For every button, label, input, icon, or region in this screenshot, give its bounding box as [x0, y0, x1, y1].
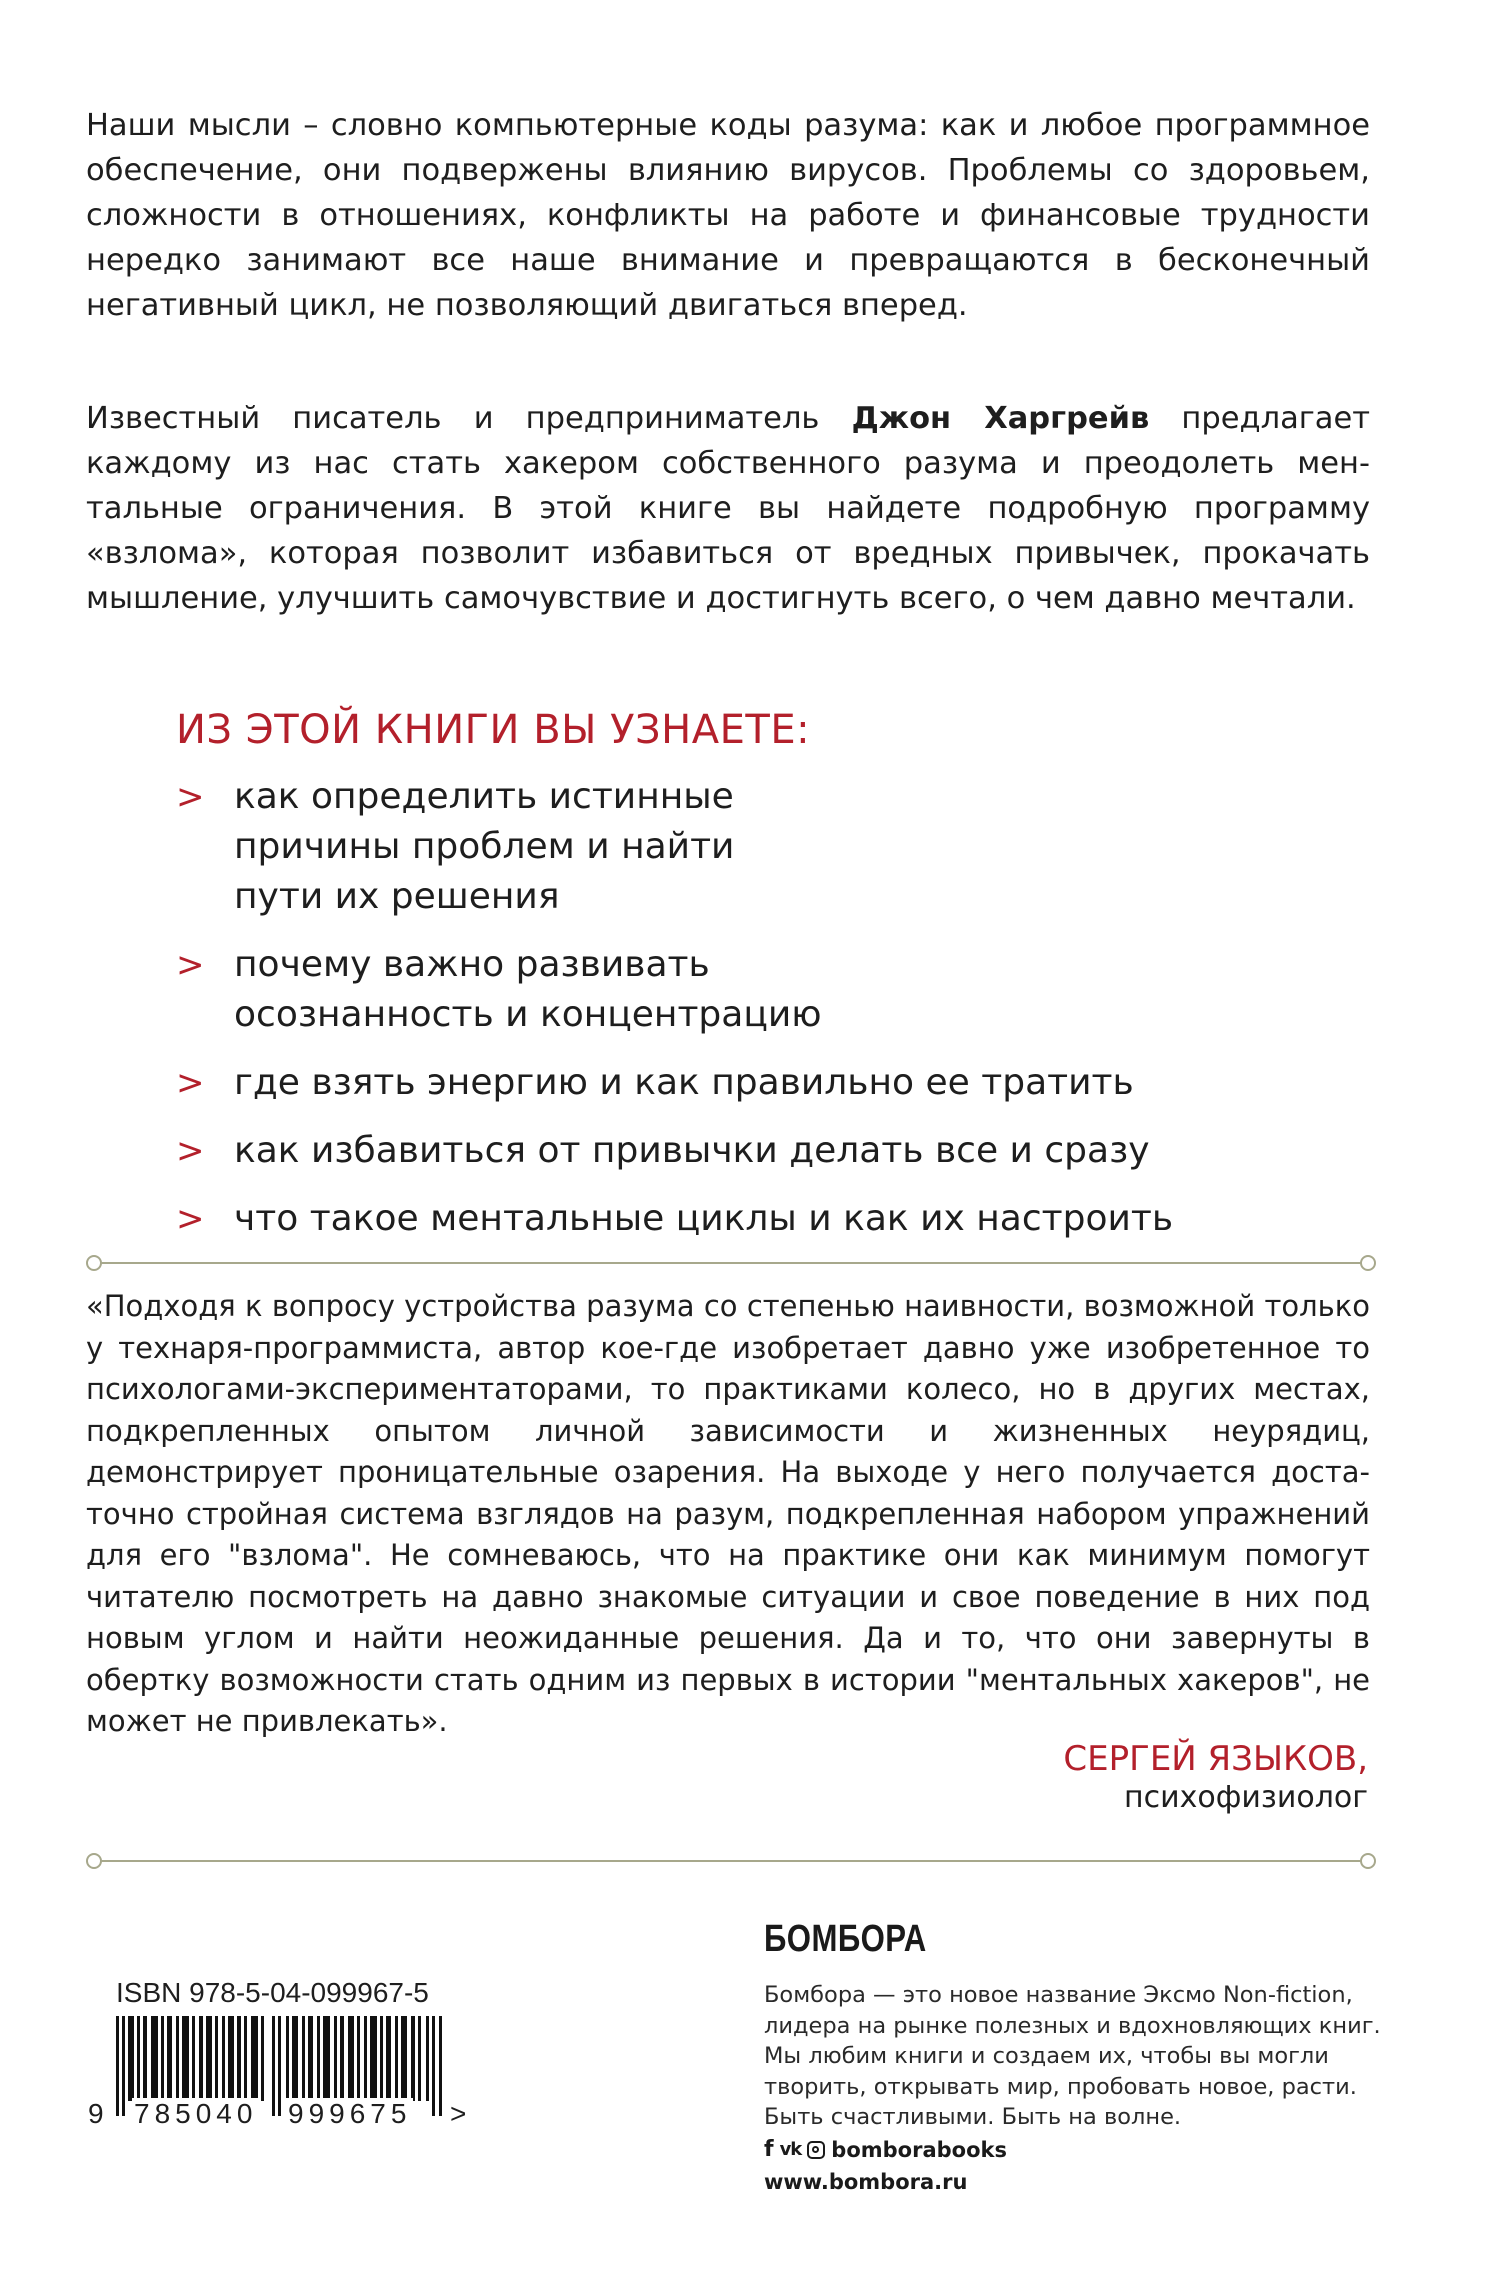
learn-item — [176, 940, 1376, 1040]
description-paragraph-2 — [86, 396, 1370, 621]
learn-item-text: почему важно развивать осознанность и концентрацию — [234, 944, 822, 1035]
chevron-right-icon: > — [176, 1063, 205, 1103]
divider-dot — [1360, 1853, 1376, 1869]
review-quote: «Подходя к вопросу устройства разума со степенью наивности, возможной только у технаря-программиста, автор кое-где изобретает давно уже изобретенное то психологами-экспериментаторами, то практиками колесо, но в других местах, подкрепленных опытом личной зависимости и жизненных неурядиц, демонстрирует проницательные озарения. На выходе у него получается достаточно стройная система взглядов на разум, подкрепленная набором упражнений для его "взлома". Не сомневаюсь, что на практике они как минимум помогут читателю посмотреть на давно знакомые ситуации и свое поведение в них под новым углом и найти неожиданные решения. Да и то, что они завернуты в обертку возможности стать одним из первых в истории "ментальных хакеров", не может не привлекать». — [86, 1289, 1370, 1738]
chevron-right-icon: > — [176, 777, 205, 817]
learn-heading: ИЗ ЭТОЙ КНИГИ ВЫ УЗНАЕТЕ: — [176, 707, 811, 753]
author-name: Джон Харгрейв — [851, 401, 1150, 436]
chevron-right-icon: > — [176, 1199, 205, 1239]
publisher-website[interactable]: www.bombora.ru — [764, 2170, 968, 2194]
chevron-right-icon: > — [176, 1131, 205, 1171]
learn-item — [176, 772, 1376, 922]
description-paragraph-1: Наши мысли – словно компьютерные коды разума: как и любое программное обеспечение, они подвержены влиянию вирусов. Проблемы со здоровьем, сложности в отношениях, конфликты на работе и финансовые трудности нередко занимают все наше внимание и превращаются в бесконечный негативный цикл, не позволяющий двигаться вперед. — [86, 108, 1370, 323]
facebook-icon[interactable]: f — [764, 2137, 774, 2162]
learn-item-text: как определить истинные причины проблем и найти пути их решения — [234, 776, 735, 917]
description-text: Известный писатель и предприниматель — [86, 401, 852, 436]
learn-item-text: как избавиться от привычки делать все и сразу — [234, 1130, 1150, 1171]
publisher-logo: БОМБОРА — [764, 1918, 927, 1960]
vk-icon[interactable]: vk — [779, 2139, 802, 2160]
description-text: предлагает каждому из нас стать хакером собственного разума и преодолеть ментальные ограничения. В этой книге вы найдете подробную программу «взлома», которая позволит избавиться от вредных привычек, прокачать мышление, улучшить самочувствие и достигнуть всего, о чем давно мечтали. — [86, 401, 1371, 616]
barcode-digit: > — [450, 2098, 467, 2129]
divider-line — [100, 1860, 1362, 1862]
divider-bottom — [86, 1853, 1376, 1869]
social-handle[interactable]: bomborabooks — [831, 2138, 1007, 2162]
barcode-digits — [80, 2098, 480, 2138]
learn-item — [176, 1194, 1376, 1244]
barcode-digit: 9 — [88, 2098, 104, 2129]
social-links — [764, 2137, 1007, 2163]
learn-item-text: где взять энергию и как правильно ее тратить — [234, 1062, 1134, 1103]
divider-line — [100, 1262, 1362, 1264]
divider-dot — [1360, 1255, 1376, 1271]
quote-author-role: психофизиолог — [1124, 1780, 1368, 1815]
learn-list — [176, 772, 1376, 1262]
learn-item-text: что такое ментальные циклы и как их настроить — [234, 1198, 1174, 1239]
isbn-label: ISBN 978-5-04-099967-5 — [116, 1977, 429, 2008]
learn-item — [176, 1058, 1376, 1108]
publisher-description: Бомбора — это новое название Эксмо Non-fiction, лидера на рынке полезных и вдохновляющих книг. Мы любим книги и создаем их, чтобы вы могли творить, открывать мир, пробовать новое, расти. Быть счастливыми. Быть на волне. — [764, 1982, 1381, 2130]
barcode-digit: 785040 — [134, 2098, 258, 2129]
quote-attribution — [1063, 1739, 1368, 1817]
chevron-right-icon: > — [176, 945, 205, 985]
divider-dot — [86, 1255, 102, 1271]
divider-dot — [86, 1853, 102, 1869]
learn-item — [176, 1126, 1376, 1176]
quote-author-name: СЕРГЕЙ ЯЗЫКОВ, — [1063, 1739, 1368, 1779]
instagram-icon[interactable] — [807, 2141, 825, 2159]
barcode-digit: 999675 — [288, 2098, 412, 2129]
divider-top — [86, 1255, 1376, 1271]
